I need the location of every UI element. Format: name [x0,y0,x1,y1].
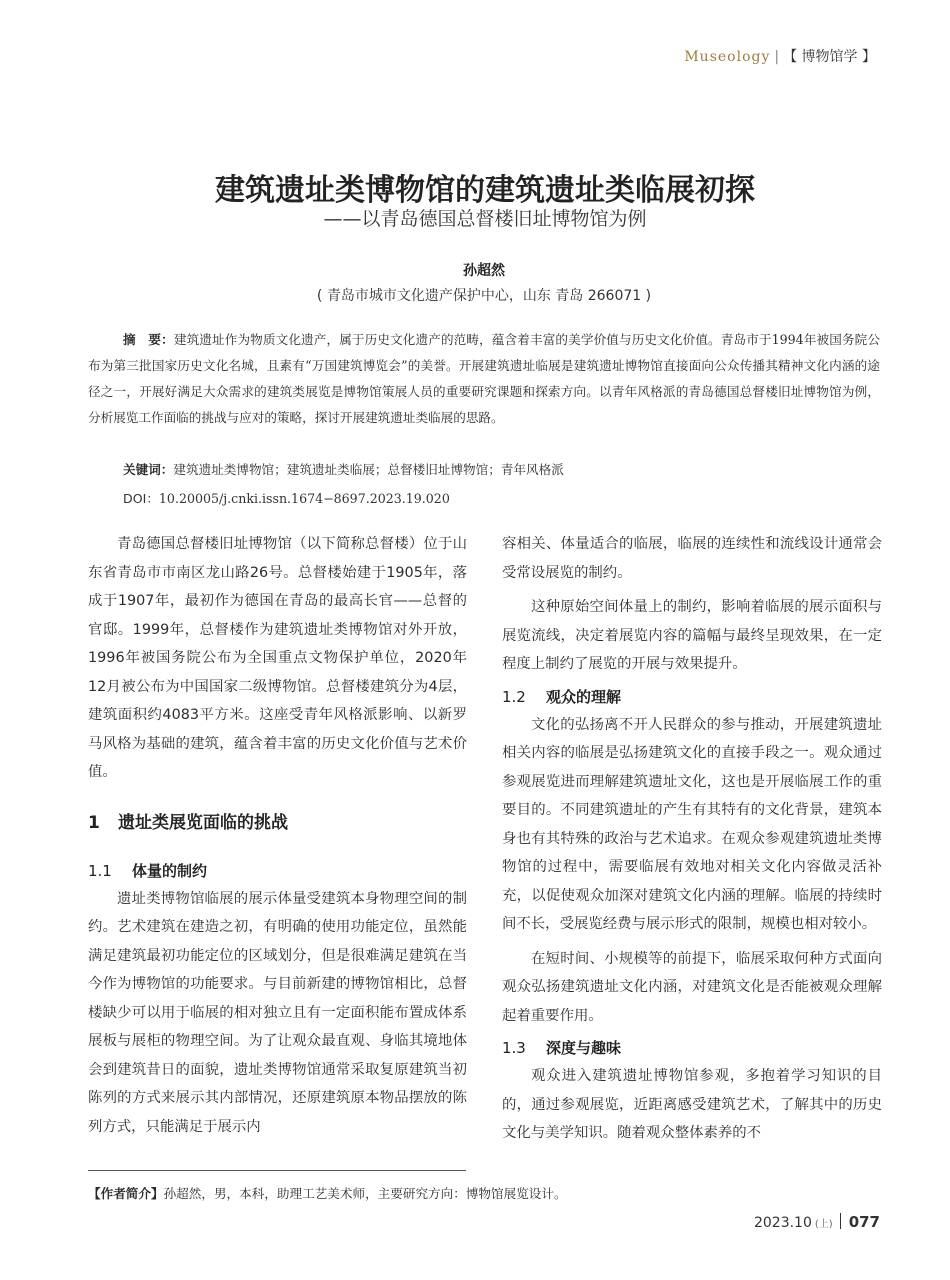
body-paragraph: 这种原始空间体量上的制约，影响着临展的展示面积与展览流线，决定着展览内容的篇幅与最终呈现效果，在一定程度上制约了展览的开展与效果提升。 [502,599,882,672]
subsection-title: 观众的理解 [546,687,622,706]
page-folio [754,1213,880,1231]
subsection-heading-1-3 [502,1034,882,1062]
article-subtitle: ——以青岛德国总督楼旧址博物馆为例 [323,208,647,230]
body-paragraph: 文化的弘扬离不开人民群众的参与推动，开展建筑遗址相关内容的临展是弘扬建筑文化的直接手段之一。观众通过参观展览进而理解建筑遗址文化，这也是开展临展工作的重要目的。不同建筑遗址的产生有其特有的文化背景，建筑本身也有其特殊的政治与艺术追求。在观众参观建筑遗址类博物馆的过程中，需要临展有效地对相关文化内容做灵活补充，以促使观众加深对建筑文化内涵的理解。临展的持续时间不长，受展览经费与展示形式的限制，规模也相对较小。 [502,716,882,932]
keywords-text: 建筑遗址类博物馆；建筑遗址类临展；总督楼旧址博物馆；青年风格派 [173,462,564,477]
doi-label: DOI： [123,491,159,506]
left-column [88,530,467,1141]
body-paragraph: 观众进入建筑遗址博物馆参观，多抱着学习知识的目的，通过参观展览，近距离感受建筑艺术，了解其中的历史文化与美学知识。随着观众整体素养的不 [502,1068,882,1141]
subsection-number: 1.3 [502,1039,526,1057]
abstract-text: 建筑遗址作为物质文化遗产，属于历史文化遗产的范畴，蕴含着丰富的美学价值与历史文化价值。青岛市于1994年被国务院公布为第三批国家历史文化名城，且素有“万国建筑博览会”的美誉。开展建筑遗址临展是建筑遗址博物馆直接面向公众传播其精神文化内涵的途径之一，开展好满足大众需求的建筑类展览是博物馆策展人员的重要研究课题和探索方向。以青年风格派的青岛德国总督楼旧址博物馆为例，分析展览工作面临的挑战与应对的策略，探讨开展建筑遗址类临展的思路。 [88,332,880,425]
footnote-text: 孙超然，男，本科，助理工艺美术师，主要研究方向：博物馆展览设计。 [163,1186,567,1201]
footnote-divider [88,1170,466,1171]
subsection-number: 1.1 [88,861,112,880]
abstract-label: 摘 要： [123,332,174,347]
author-name: 孙超然 [463,263,505,279]
journal-section-cn: 【 博物馆学 】 [783,49,876,65]
body-paragraph: 在短时间、小规模等的前提下，临展采取何种方式面向观众弘扬建筑遗址文化内涵，对建筑文化是否能被观众理解起着重要作用。 [502,950,882,1024]
issue-half: (上) [814,1219,833,1230]
doi [123,488,450,507]
footnote-label: 【作者简介】 [88,1186,164,1201]
body-paragraph-continued: 容相关、体量适合的临展，临展的连续性和流线设计通常会受常设展览的制约。 [502,536,882,581]
doi-value: 10.20005/j.cnki.issn.1674−8697.2023.19.020 [158,491,450,506]
author-affiliation: ( 青岛市城市文化遗产保护中心，山东 青岛 266071 ) [316,288,652,304]
journal-name-en: Museology [684,49,771,65]
subsection-number: 1.2 [502,687,526,706]
issue-date: 2023.10 [753,1215,812,1231]
section-number: 1 [88,812,100,833]
header-separator: | [774,49,780,65]
body-paragraph: 遗址类博物馆临展的展示体量受建筑本身物理空间的制约。艺术建筑在建造之初，有明确的使用功能定位，虽然能满足建筑最初功能定位的区域划分，但是很难满足建筑在当今作为博物馆的功能要求。与目前新建的博物馆相比，总督楼缺少可以用于临展的相对独立且有一定面积能布置成体系展板与展柜的物理空间。为了让观众最直观、身临其境地体会到建筑昔日的面貌，遗址类博物馆通常采取复原建筑当初陈列的方式来展示其内部情况，还原建筑原本物品摆放的陈列方式，只能满足于展示内 [88,890,467,1135]
subsection-title: 深度与趣味 [546,1039,622,1057]
author-bio-footnote [88,1183,567,1202]
page-number: 077 [848,1213,880,1231]
subsection-title: 体量的制约 [132,861,208,880]
article-title: 建筑遗址类博物馆的建筑遗址类临展初探 [215,173,755,208]
subsection-heading-1-2 [502,683,882,711]
right-column [502,530,882,1148]
intro-paragraph: 青岛德国总督楼旧址博物馆（以下简称总督楼）位于山东省青岛市市南区龙山路26号。总督楼始建于1905年，落成于1907年，最初作为德国在青岛的最高长官——总督的官邸。1999年，总督楼作为建筑遗址类博物馆对外开放，1996年被国务院公布为全国重点文物保护单位，2020年12月被公布为中国国家二级博物馆。总督楼建筑分为4层，建筑面积约4083平方米。这座受青年风格派影响、以新罗马风格为基础的建筑，蕴含着丰富的历史文化价值与艺术价值。 [88,536,467,780]
keywords [123,459,564,478]
running-header [684,46,876,66]
subsection-heading-1-1 [88,857,467,885]
keywords-label: 关键词： [123,462,174,477]
section-title: 遗址类展览面临的挑战 [118,812,288,833]
folio-divider [840,1213,841,1229]
abstract [88,327,880,431]
section-heading-1 [88,809,467,837]
